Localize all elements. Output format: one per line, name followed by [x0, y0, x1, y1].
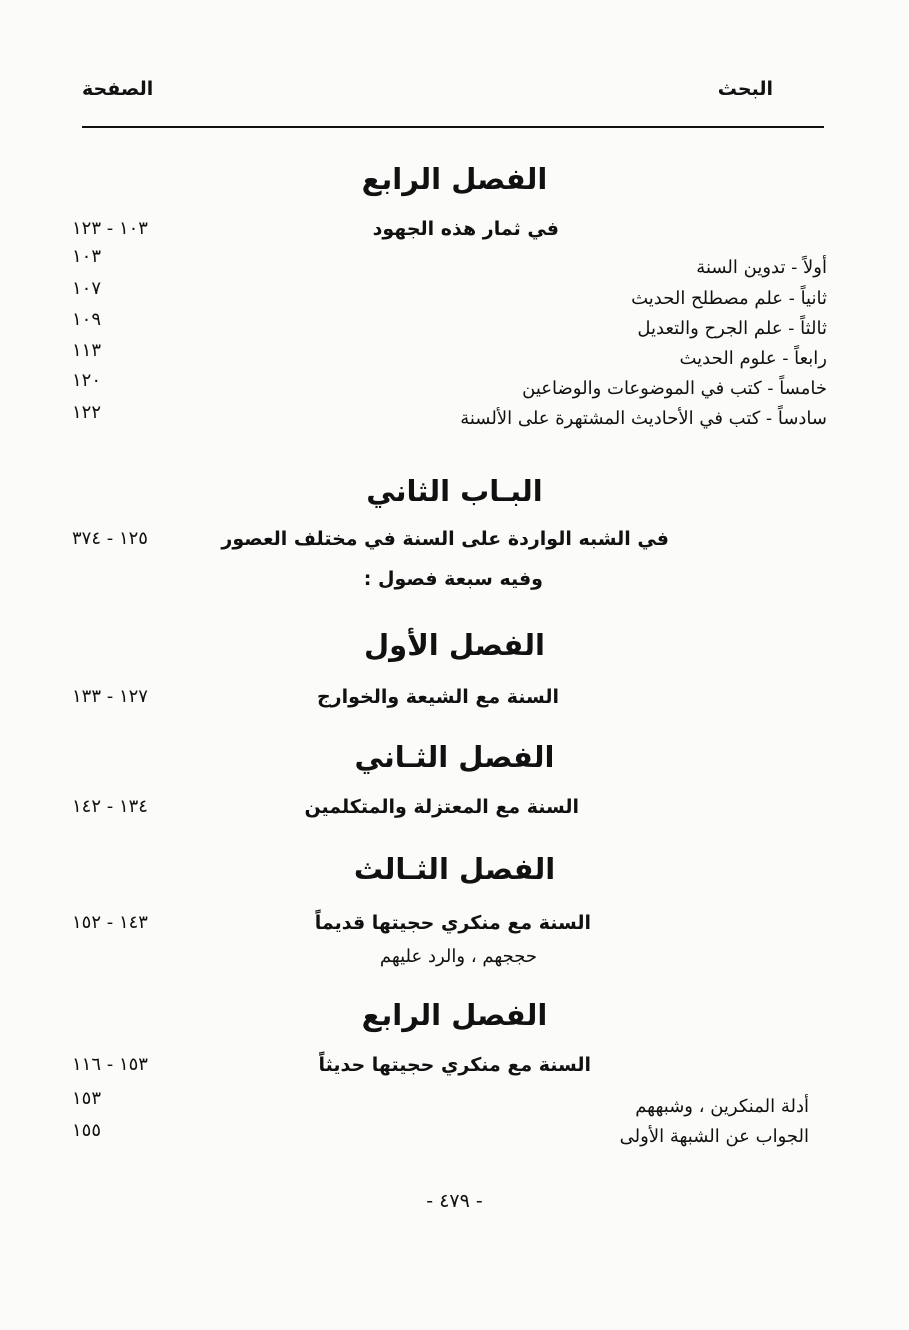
- toc-entry-main: [0, 528, 909, 558]
- item-page: ١١٣: [72, 340, 102, 361]
- item-page: ١٠٣: [72, 246, 102, 267]
- item-label: ثالثاً - علم الجرح والتعديل: [637, 318, 827, 339]
- page-range: ١٣٤ - ١٤٢: [72, 796, 148, 817]
- item-label: الجواب عن الشبهة الأولى: [619, 1126, 809, 1147]
- page-range: ١٤٣ - ١٥٢: [72, 912, 148, 933]
- toc-entry-main: [0, 796, 909, 826]
- item-page: ١٠٩: [72, 309, 102, 330]
- toc-entry-main: [0, 912, 909, 942]
- entry-title: السنة مع المعتزلة والمتكلمين: [304, 796, 579, 818]
- item-page: ١٥٣: [72, 1088, 102, 1109]
- header-rule: [82, 126, 824, 128]
- entry-title: السنة مع منكري حجيتها قديماً: [314, 912, 591, 934]
- item-page: ١٠٧: [72, 278, 102, 299]
- chapter-heading: الفصل الرابع: [361, 162, 548, 196]
- item-label: رابعاً - علوم الحديث: [679, 348, 827, 369]
- entry-subtitle: حججهم ، والرد عليهم: [379, 946, 537, 967]
- chapter-heading: الفصل الثـالث: [353, 852, 556, 886]
- page-number: - ٤٧٩ -: [426, 1190, 483, 1212]
- item-label: سادساً - كتب في الأحاديث المشتهرة على الألسنة: [460, 408, 827, 429]
- part-heading: البـاب الثاني: [366, 474, 543, 508]
- item-label: خامساً - كتب في الموضوعات والوضاعين: [522, 378, 827, 399]
- item-label: أدلة المنكرين ، وشبههم: [635, 1096, 809, 1117]
- entry-title: في ثمار هذه الجهود: [372, 218, 559, 240]
- item-page: ١٢٠: [72, 370, 102, 391]
- chapter-heading: الفصل الثـاني: [354, 740, 555, 774]
- toc-item: [0, 408, 909, 438]
- chapter-heading: الفصل الأول: [364, 628, 545, 662]
- entry-title: السنة مع منكري حجيتها حديثاً: [318, 1054, 591, 1076]
- page-range: ١٢٥ - ٣٧٤: [72, 528, 148, 549]
- entry-title: السنة مع الشيعة والخوارج: [316, 686, 559, 708]
- column-header-page: الصفحة: [82, 78, 154, 100]
- chapter-heading: الفصل الرابع: [361, 998, 548, 1032]
- item-page: ١٥٥: [72, 1120, 102, 1141]
- item-label: أولاً - تدوين السنة: [696, 257, 827, 278]
- column-header-topic: البحث: [717, 78, 773, 100]
- entry-subtitle: وفيه سبعة فصول :: [363, 568, 543, 590]
- item-page: ١٢٢: [72, 402, 102, 423]
- item-label: ثانياً - علم مصطلح الحديث: [631, 288, 827, 309]
- toc-entry-main: [0, 218, 909, 248]
- toc-entry-main: [0, 1054, 909, 1084]
- toc-item: [0, 1126, 909, 1156]
- page-range: ١٢٧ - ١٣٣: [72, 686, 148, 707]
- page-range: ١٠٣ - ١٢٣: [72, 218, 148, 239]
- entry-title: في الشبه الواردة على السنة في مختلف العصور: [221, 528, 669, 550]
- page-range: ١٥٣ - ١١٦: [72, 1054, 148, 1075]
- toc-entry-main: [0, 686, 909, 716]
